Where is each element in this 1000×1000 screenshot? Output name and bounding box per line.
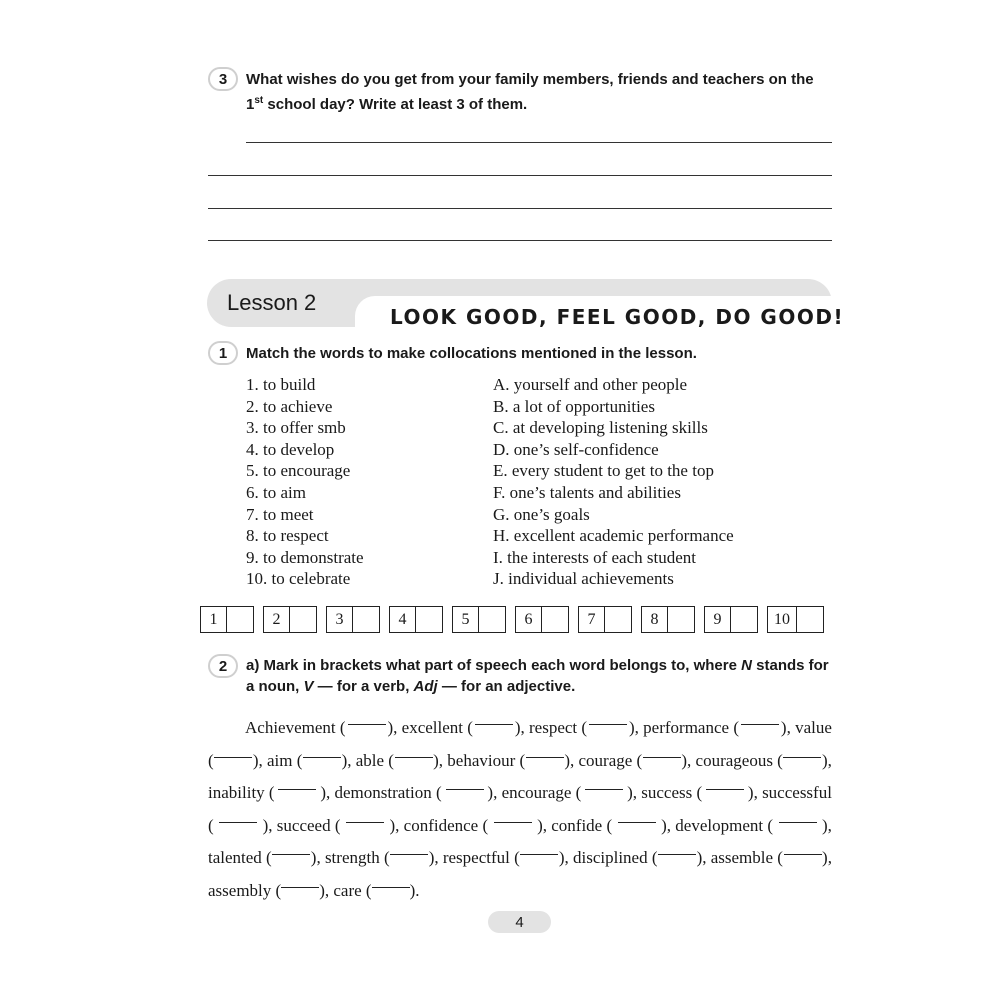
answer-line-1[interactable] — [246, 142, 832, 143]
paragraph-line — [208, 810, 832, 843]
word-text: ), — [822, 750, 832, 770]
list-item: 5. to encourage — [246, 461, 351, 481]
word-text: ), value — [780, 718, 832, 737]
answer-input[interactable] — [353, 606, 380, 633]
fill-in-blank[interactable] — [618, 810, 656, 823]
word-text: ), successful — [747, 783, 832, 802]
fill-in-blank[interactable] — [779, 810, 817, 823]
task-2-number: 2 — [208, 654, 238, 678]
answer-input[interactable] — [731, 606, 758, 633]
word-text: ( — [208, 750, 214, 770]
list-item: 4. to develop — [246, 439, 335, 459]
fill-in-blank[interactable] — [585, 777, 623, 790]
collocation-left-column — [246, 374, 364, 590]
fill-in-blank[interactable] — [658, 842, 696, 855]
answer-input[interactable] — [290, 606, 317, 633]
answer-boxes — [200, 606, 824, 633]
answer-pair — [326, 606, 380, 633]
answer-pair — [767, 606, 824, 633]
paragraph-line — [208, 875, 832, 908]
word-text: ), confide ( — [537, 815, 613, 835]
word-text: Achievement ( — [245, 718, 346, 737]
answer-line-3[interactable] — [208, 208, 832, 209]
word-text: ), excellent ( — [387, 718, 473, 737]
word-text: ), succeed ( — [262, 815, 341, 835]
answer-pair — [452, 606, 506, 633]
list-item: 9. to demonstrate — [246, 547, 364, 567]
answer-pair — [200, 606, 254, 633]
answer-pair — [389, 606, 443, 633]
answer-number: 6 — [515, 606, 542, 633]
word-text: ), assemble ( — [696, 848, 783, 867]
answer-number: 8 — [641, 606, 668, 633]
word-text: ), — [821, 815, 832, 835]
list-item: F. one’s talents and abilities — [493, 482, 681, 502]
fill-in-blank[interactable] — [643, 745, 681, 758]
word-text: ), — [822, 848, 832, 867]
answer-input[interactable] — [797, 606, 824, 633]
word-list-paragraph — [208, 712, 832, 907]
answer-input[interactable] — [542, 606, 569, 633]
word-text: ), behaviour ( — [433, 750, 526, 770]
list-item: C. at developing listening skills — [493, 418, 708, 438]
fill-in-blank[interactable] — [784, 842, 822, 855]
fill-in-blank[interactable] — [475, 712, 513, 725]
fill-in-blank[interactable] — [346, 810, 384, 823]
answer-number: 7 — [578, 606, 605, 633]
list-item: D. one’s self-confidence — [493, 439, 659, 459]
list-item: 7. to meet — [246, 504, 314, 524]
lesson-title: LOOK GOOD, FEEL GOOD, DO GOOD! — [390, 305, 845, 329]
fill-in-blank[interactable] — [494, 810, 532, 823]
word-text: ). — [409, 880, 420, 900]
fill-in-blank[interactable] — [303, 745, 341, 758]
word-text: ), respectful ( — [428, 848, 520, 867]
task-2-line-2: a noun, V — for a verb, Adj — for an adjective. — [246, 678, 576, 695]
task-3-line-1: What wishes do you get from your family members, friends and teachers on the — [246, 71, 814, 88]
word-text: ), confidence ( — [389, 815, 489, 835]
answer-pair — [641, 606, 695, 633]
list-item: 8. to respect — [246, 526, 329, 546]
fill-in-blank[interactable] — [278, 777, 316, 790]
task-1-instruction: Match the words to make collocations mentioned in the lesson. — [246, 345, 697, 362]
list-item: 6. to aim — [246, 482, 306, 502]
answer-input[interactable] — [668, 606, 695, 633]
answer-number: 2 — [263, 606, 290, 633]
answer-number: 1 — [200, 606, 227, 633]
fill-in-blank[interactable] — [741, 712, 779, 725]
fill-in-blank[interactable] — [446, 777, 484, 790]
fill-in-blank[interactable] — [372, 875, 410, 888]
word-text: ), encourage ( — [487, 783, 582, 802]
list-item: E. every student to get to the top — [493, 461, 714, 481]
answer-pair — [263, 606, 317, 633]
fill-in-blank[interactable] — [219, 810, 257, 823]
lesson-label: Lesson 2 — [227, 290, 317, 315]
word-text: ), performance ( — [629, 718, 739, 737]
answer-number: 10 — [767, 606, 797, 633]
fill-in-blank[interactable] — [272, 842, 310, 855]
list-item: 10. to celebrate — [246, 569, 351, 589]
answer-line-2[interactable] — [208, 175, 832, 176]
answer-input[interactable] — [227, 606, 254, 633]
answer-pair — [515, 606, 569, 633]
fill-in-blank[interactable] — [783, 745, 821, 758]
collocation-right-column — [493, 374, 734, 590]
list-item: J. individual achievements — [493, 569, 674, 589]
list-item: I. the interests of each student — [493, 547, 696, 567]
word-text: ), courage ( — [564, 750, 643, 770]
word-text: ), care ( — [319, 880, 372, 900]
answer-number: 4 — [389, 606, 416, 633]
word-text: ), aim ( — [252, 750, 303, 770]
list-item: 2. to achieve — [246, 396, 333, 416]
answer-number: 9 — [704, 606, 731, 633]
list-item: 1. to build — [246, 375, 316, 394]
answer-pair — [578, 606, 632, 633]
word-text: ), able ( — [341, 750, 394, 770]
list-item: H. excellent academic performance — [493, 526, 734, 546]
task-3-line-2: 1st school day? Write at least 3 of them. — [246, 95, 528, 113]
fill-in-blank[interactable] — [395, 745, 433, 758]
answer-pair — [704, 606, 758, 633]
answer-number: 5 — [452, 606, 479, 633]
word-text: ), success ( — [627, 783, 703, 802]
fill-in-blank[interactable] — [520, 842, 558, 855]
word-text: ), disciplined ( — [558, 848, 658, 867]
paragraph-line — [208, 712, 832, 745]
fill-in-blank[interactable] — [281, 875, 319, 888]
fill-in-blank[interactable] — [214, 745, 252, 758]
paragraph-line — [208, 777, 832, 810]
word-text: ( — [208, 815, 214, 835]
paragraph-line — [208, 745, 832, 778]
list-item: G. one’s goals — [493, 504, 590, 524]
word-text: inability ( — [208, 783, 275, 802]
answer-input[interactable] — [479, 606, 506, 633]
fill-in-blank[interactable] — [390, 842, 428, 855]
page-number: 4 — [488, 911, 551, 933]
paragraph-line — [208, 842, 832, 875]
word-text: assembly ( — [208, 880, 282, 900]
answer-input[interactable] — [416, 606, 443, 633]
answer-number: 3 — [326, 606, 353, 633]
task-3-instruction — [246, 69, 814, 115]
answer-line-4[interactable] — [208, 240, 832, 241]
fill-in-blank[interactable] — [348, 712, 386, 725]
word-text: ), respect ( — [514, 718, 588, 737]
fill-in-blank[interactable] — [589, 712, 627, 725]
fill-in-blank[interactable] — [706, 777, 744, 790]
task-1-number: 1 — [208, 341, 238, 365]
word-text: ), strength ( — [310, 848, 390, 867]
list-item: 3. to offer smb — [246, 418, 346, 438]
word-text: ), development ( — [661, 815, 774, 835]
answer-input[interactable] — [605, 606, 632, 633]
word-text: ), courageous ( — [681, 750, 783, 770]
task-2-instruction — [246, 655, 829, 697]
task-3-number: 3 — [208, 67, 238, 91]
list-item: B. a lot of opportunities — [493, 396, 655, 416]
task-2-line-1: a) Mark in brackets what part of speech each word belongs to, where N stands for — [246, 657, 829, 674]
word-text: ), demonstration ( — [320, 783, 442, 802]
word-text: talented ( — [208, 848, 272, 867]
list-item: A. yourself and other people — [493, 375, 688, 394]
fill-in-blank[interactable] — [526, 745, 564, 758]
